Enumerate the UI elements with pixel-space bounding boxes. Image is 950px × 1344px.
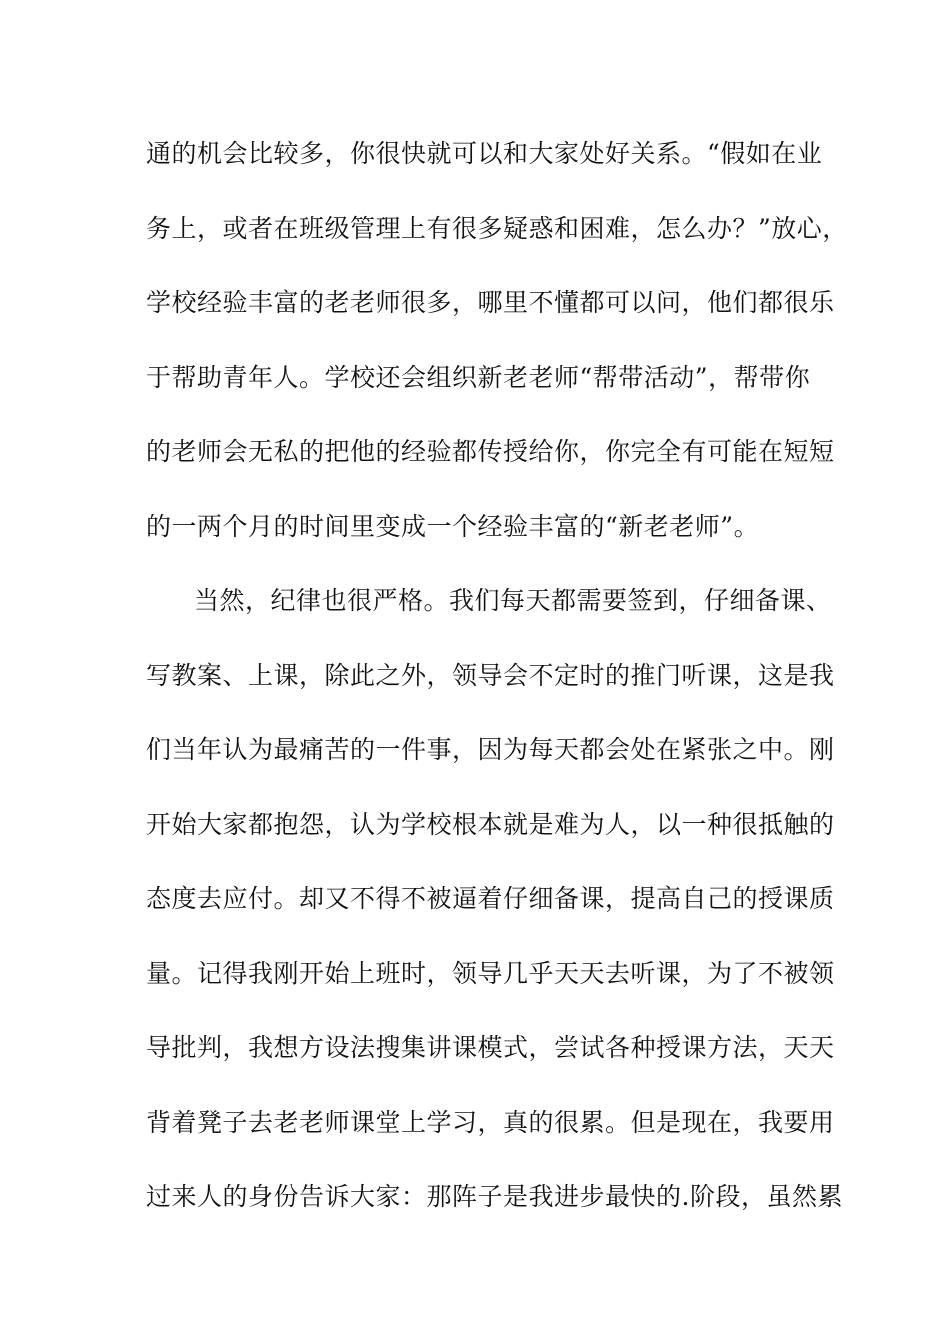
text-line: 于帮助青年人。学校还会组织新老老师“帮带活动”，帮带你	[146, 362, 811, 392]
text-line: 学校经验丰富的老老师很多，哪里不懂都可以问，他们都很乐	[146, 288, 835, 317]
paragraph-start-line: 当然，纪律也很严格。我们每天都需要签到，仔细备课、	[194, 586, 832, 615]
text-line: 的老师会无私的把他的经验都传授给你，你完全有可能在短短	[146, 437, 835, 466]
text-line: 的一两个月的时间里变成一个经验丰富的“新老老师”。	[146, 511, 760, 541]
text-line: 写教案、上课，除此之外，领导会不定时的推门听课，这是我	[146, 660, 835, 690]
text-line: 通的机会比较多，你很快就可以和大家处好关系。“假如在业	[146, 139, 823, 168]
text-line: 态度去应付。却又不得不被逼着仔细备课，提高自己的授课质	[146, 884, 835, 913]
body-text	[146, 128, 848, 1246]
text-line: 过来人的身份告诉大家：那阵子是我进步最快的.阶段，虽然累	[146, 1182, 843, 1211]
text-line: 务上，或者在班级管理上有很多疑惑和困难，怎么办？”放心，	[146, 213, 848, 243]
text-line: 们当年认为最痛苦的一件事，因为每天都会处在紧张之中。刚	[146, 735, 835, 764]
text-line: 背着凳子去老老师课堂上学习，真的很累。但是现在，我要用	[146, 1107, 835, 1137]
text-line: 开始大家都抱怨，认为学校根本就是难为人，以一种很抵触的	[146, 809, 835, 839]
text-line: 量。记得我刚开始上班时，领导几乎天天去听课，为了不被领	[146, 958, 835, 988]
text-line: 导批判，我想方设法搜集讲课模式，尝试各种授课方法，天天	[146, 1033, 835, 1062]
